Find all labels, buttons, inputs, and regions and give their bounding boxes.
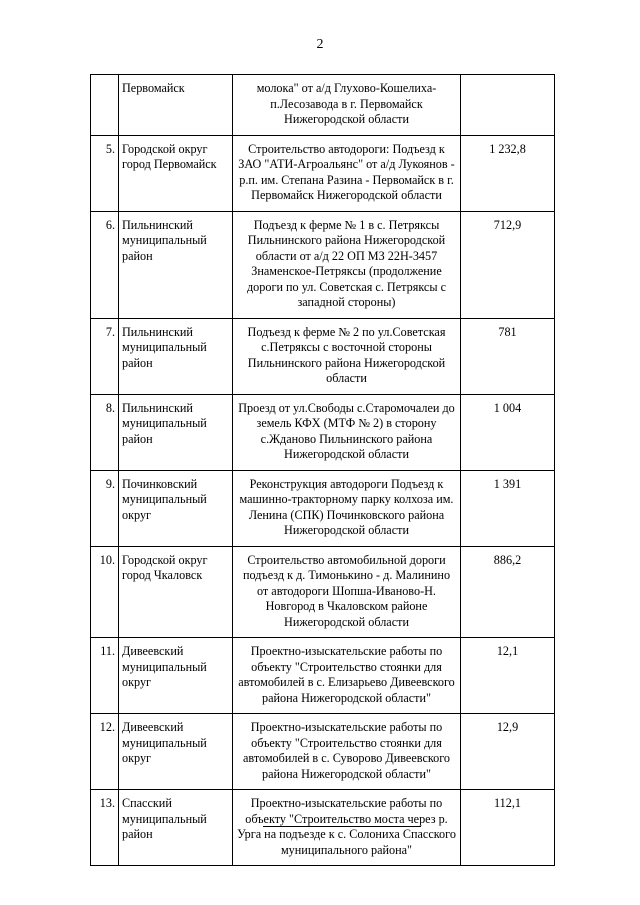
row-number: 13.	[91, 790, 119, 866]
project-description: Строительство автодороги: Подъезд к ЗАО "АТИ-Агроальянс" от а/д Лукоянов - р.п. им. Степана Разина - Первомайск в г. Первомайск Нижегородской области	[233, 135, 461, 211]
project-description: молока" от а/д Глухово-Кошелиха-п.Лесозавода в г. Первомайск Нижегородской области	[233, 75, 461, 136]
municipality: Спасский муниципальный район	[119, 790, 233, 866]
table-row	[91, 790, 555, 866]
project-description: Проектно-изыскательские работы по объекту "Строительство стоянки для автомобилей в с. Суворово Дивеевского района Нижегородской области"	[233, 714, 461, 790]
municipality: Дивеевский муниципальный округ	[119, 714, 233, 790]
projects-table	[90, 74, 555, 866]
amount: 12,9	[461, 714, 555, 790]
project-description: Проектно-изыскательские работы по объекту "Строительство стоянки для автомобилей в с. Елизарьево Дивеевского района Нижегородской области"	[233, 638, 461, 714]
municipality: Городской округ город Первомайск	[119, 135, 233, 211]
table-row	[91, 394, 555, 470]
project-description: Проезд от ул.Свободы с.Старомочалеи до земель КФХ (МТФ № 2) в сторону с.Жданово Пильнинского района Нижегородской области	[233, 394, 461, 470]
project-description: Подъезд к ферме № 2 по ул.Советская с.Петряксы с восточной стороны Пильнинского района Нижегородской области	[233, 318, 461, 394]
table-row	[91, 318, 555, 394]
project-description: Реконструкция автодороги Подъезд к машинно-тракторному парку колхоза им. Ленина (СПК) Починковского района Нижегородской области	[233, 470, 461, 546]
municipality: Починковский муниципальный округ	[119, 470, 233, 546]
amount: 1 391	[461, 470, 555, 546]
municipality: Пильнинский муниципальный район	[119, 211, 233, 318]
row-number: 11.	[91, 638, 119, 714]
amount: 712,9	[461, 211, 555, 318]
project-description: Подъезд к ферме № 1 в с. Петряксы Пильнинского района Нижегородской области от а/д 22 ОП МЗ 22Н-3457 Знаменское-Петряксы (продолжение дороги по ул. Советская с. Петряксы с западной стороны)	[233, 211, 461, 318]
project-description: Строительство автомобильной дороги подъезд к д. Тимонькино - д. Малинино от автодороги Шопша-Иваново-Н. Новгород в Чкаловском районе Нижегородской области	[233, 546, 461, 638]
municipality: Городской округ город Чкаловск	[119, 546, 233, 638]
table-row	[91, 546, 555, 638]
table-row	[91, 638, 555, 714]
amount	[461, 75, 555, 136]
amount: 12,1	[461, 638, 555, 714]
row-number: 8.	[91, 394, 119, 470]
projects-table-body	[91, 75, 555, 866]
row-number: 10.	[91, 546, 119, 638]
row-number: 7.	[91, 318, 119, 394]
amount: 781	[461, 318, 555, 394]
page-number: 2	[316, 37, 324, 52]
table-row	[91, 714, 555, 790]
row-number: 6.	[91, 211, 119, 318]
municipality: Первомайск	[119, 75, 233, 136]
municipality: Дивеевский муниципальный округ	[119, 638, 233, 714]
municipality: Пильнинский муниципальный район	[119, 394, 233, 470]
project-description: Проектно-изыскательские работы по объекту "Строительство моста через р. Урга на подъезде к с. Солониха Спасского муниципального района"	[233, 790, 461, 866]
table-row	[91, 211, 555, 318]
table-row	[91, 135, 555, 211]
table-row	[91, 75, 555, 136]
row-number: 5.	[91, 135, 119, 211]
amount: 1 232,8	[461, 135, 555, 211]
amount: 1 004	[461, 394, 555, 470]
row-number	[91, 75, 119, 136]
amount: 886,2	[461, 546, 555, 638]
amount: 112,1	[461, 790, 555, 866]
municipality: Пильнинский муниципальный район	[119, 318, 233, 394]
row-number: 12.	[91, 714, 119, 790]
table-row	[91, 470, 555, 546]
footer-divider-line	[263, 826, 421, 827]
row-number: 9.	[91, 470, 119, 546]
